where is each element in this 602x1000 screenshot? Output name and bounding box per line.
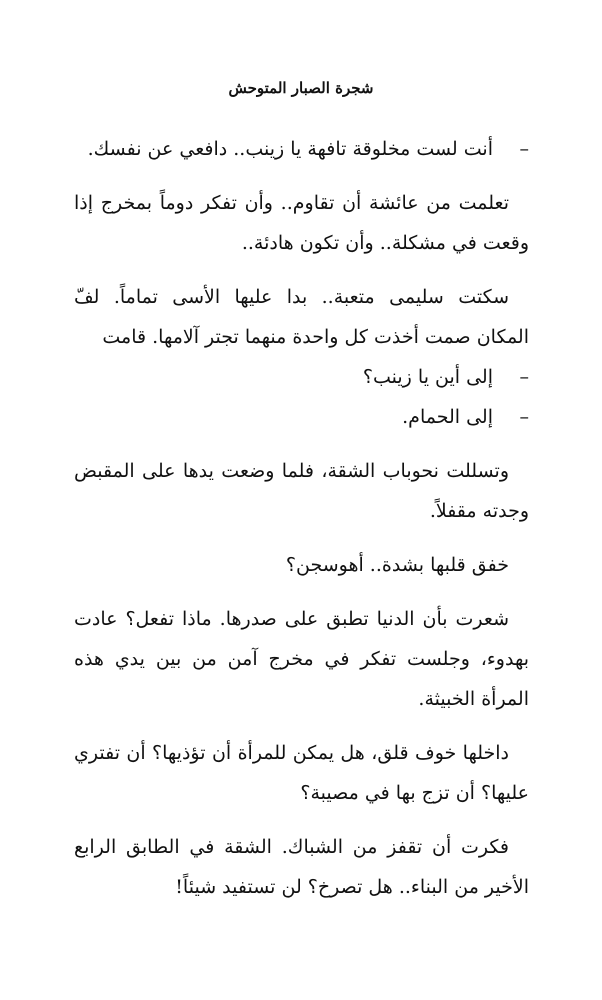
dialogue-line: [74, 397, 529, 437]
dialogue-text: إلى أين يا زينب؟: [362, 366, 493, 388]
paragraph: خفق قلبها بشدة.. أهوسجن؟: [285, 554, 509, 576]
dialogue-text: إلى الحمام.: [402, 406, 493, 428]
dialogue-dash: –: [519, 366, 529, 388]
paragraph: شعرت بأن الدنيا تطبق على صدرها. ماذا تفعل؟ عادت بهدوء، وجلست تفكر في مخرج آمن من بين يدي هذه المرأة الخبيثة.: [74, 608, 529, 710]
page-body: [74, 129, 529, 907]
dialogue-line: [74, 129, 529, 169]
paragraph: فكرت أن تقفز من الشباك. الشقة في الطابق الرابع الأخير من البناء.. هل تصرخ؟ لن تستفيد شيئاً!: [74, 836, 529, 898]
paragraph: تعلمت من عائشة أن تقاوم.. وأن تفكر دوماً بمخرج إذا وقعت في مشكلة.. وأن تكون هادئة..: [74, 192, 529, 254]
dialogue-dash: –: [519, 406, 529, 428]
dialogue-text: أنت لست مخلوقة تافهة يا زينب.. دافعي عن نفسك.: [87, 138, 493, 160]
paragraph: داخلها خوف قلق، هل يمكن للمرأة أن تؤذيها؟ أن تفتري عليها؟ أن تزج بها في مصيبة؟: [74, 742, 529, 804]
paragraph: وتسللت نحوباب الشقة، فلما وضعت يدها على المقبض وجدته مقفلاً.: [74, 460, 529, 522]
dialogue-dash: –: [519, 138, 529, 160]
paragraph: سكتت سليمى متعبة.. بدا عليها الأسى تماماً. لفّ المكان صمت أخذت كل واحدة منهما تجتر آلامها. قامت: [74, 286, 529, 348]
dialogue-line: [74, 357, 529, 397]
chapter-title: شجرة الصبار المتوحش: [228, 79, 374, 97]
